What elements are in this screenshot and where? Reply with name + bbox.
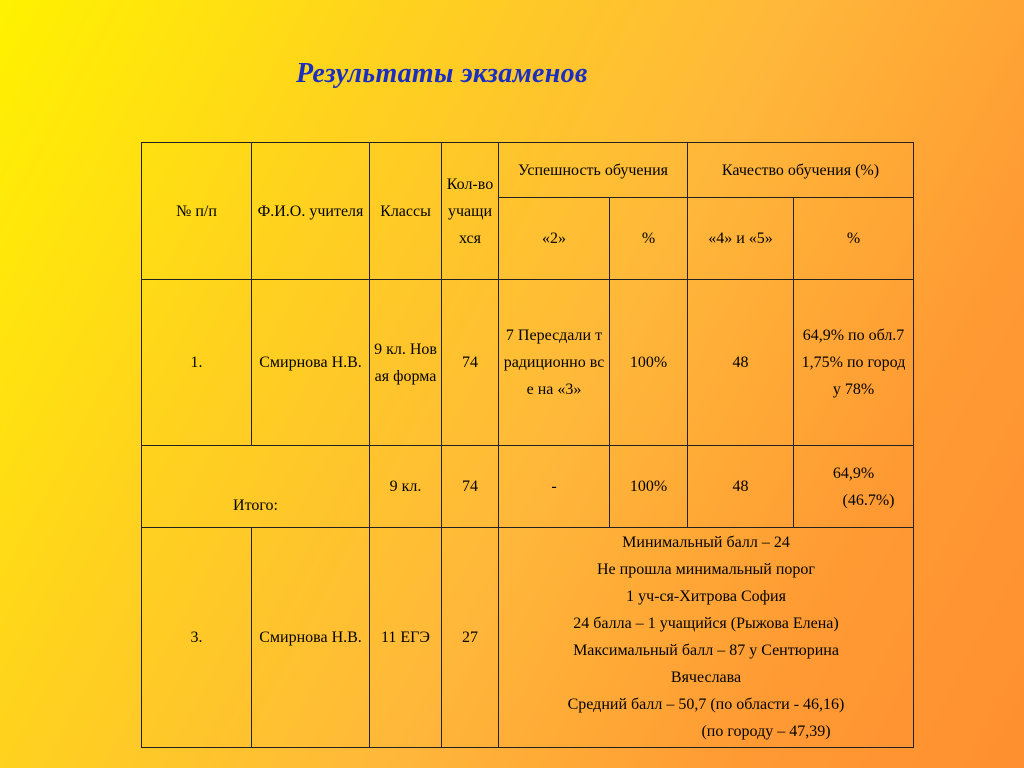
row3-summary	[499, 528, 914, 748]
header-grade45: «4» и «5»	[688, 198, 794, 280]
header-teacher: Ф.И.О. учителя	[252, 143, 370, 280]
header-pct-success: %	[610, 198, 688, 280]
row1-class: 9 кл. Новая форма	[370, 280, 442, 446]
row1-pct-success: 100%	[610, 280, 688, 446]
header-classes: Классы	[370, 143, 442, 280]
total-grade45: 48	[688, 446, 794, 528]
row1-teacher: Смирнова Н.В.	[252, 280, 370, 446]
summary-line: (по городу – 47,39)	[701, 723, 831, 740]
summary-line: 1 уч-ся-Хитрова София	[626, 588, 786, 605]
summary-line: Средний балл – 50,7 (по области - 46,16)	[567, 696, 845, 713]
summary-line: Минимальный балл – 24	[622, 534, 790, 551]
total-class: 9 кл.	[370, 446, 442, 528]
total-pct-quality	[794, 446, 914, 528]
table-row	[142, 280, 914, 446]
summary-line: Максимальный балл – 87 у Сентюрина	[573, 642, 839, 659]
summary-line: Вячеслава	[670, 669, 742, 686]
total-label: Итого:	[142, 446, 370, 528]
row3-teacher: Смирнова Н.В.	[252, 528, 370, 748]
row3-class: 11 ЕГЭ	[370, 528, 442, 748]
header-success: Успешность обучения	[499, 143, 688, 198]
table-row	[142, 528, 914, 748]
header-students: Кол-во учащихся	[442, 143, 499, 280]
total-pct-success: 100%	[610, 446, 688, 528]
total-students: 74	[442, 446, 499, 528]
row1-pct-quality: 64,9% по обл.71,75% по городу 78%	[794, 280, 914, 446]
row1-students: 74	[442, 280, 499, 446]
row1-num: 1.	[142, 280, 252, 446]
row1-grade45: 48	[688, 280, 794, 446]
row3-num: 3.	[142, 528, 252, 748]
header-grade2: «2»	[499, 198, 610, 280]
summary-line: 24 балла – 1 учащийся (Рыжова Елена)	[573, 615, 839, 632]
header-quality: Качество обучения (%)	[688, 143, 914, 198]
total-grade2: -	[499, 446, 610, 528]
exam-results-table	[141, 142, 914, 748]
header-num: № п/п	[142, 143, 252, 280]
total-pct-quality-region: (46.7%)	[842, 491, 895, 509]
row1-grade2: 7 Пересдали традиционно все на «3»	[499, 280, 610, 446]
table-row	[142, 446, 914, 528]
summary-line: Не прошла минимальный порог	[597, 561, 815, 578]
page-title: Результаты экзаменов	[296, 58, 588, 89]
header-pct-quality: %	[794, 198, 914, 280]
total-pct-quality-value: 64,9%	[832, 464, 875, 482]
row3-students: 27	[442, 528, 499, 748]
